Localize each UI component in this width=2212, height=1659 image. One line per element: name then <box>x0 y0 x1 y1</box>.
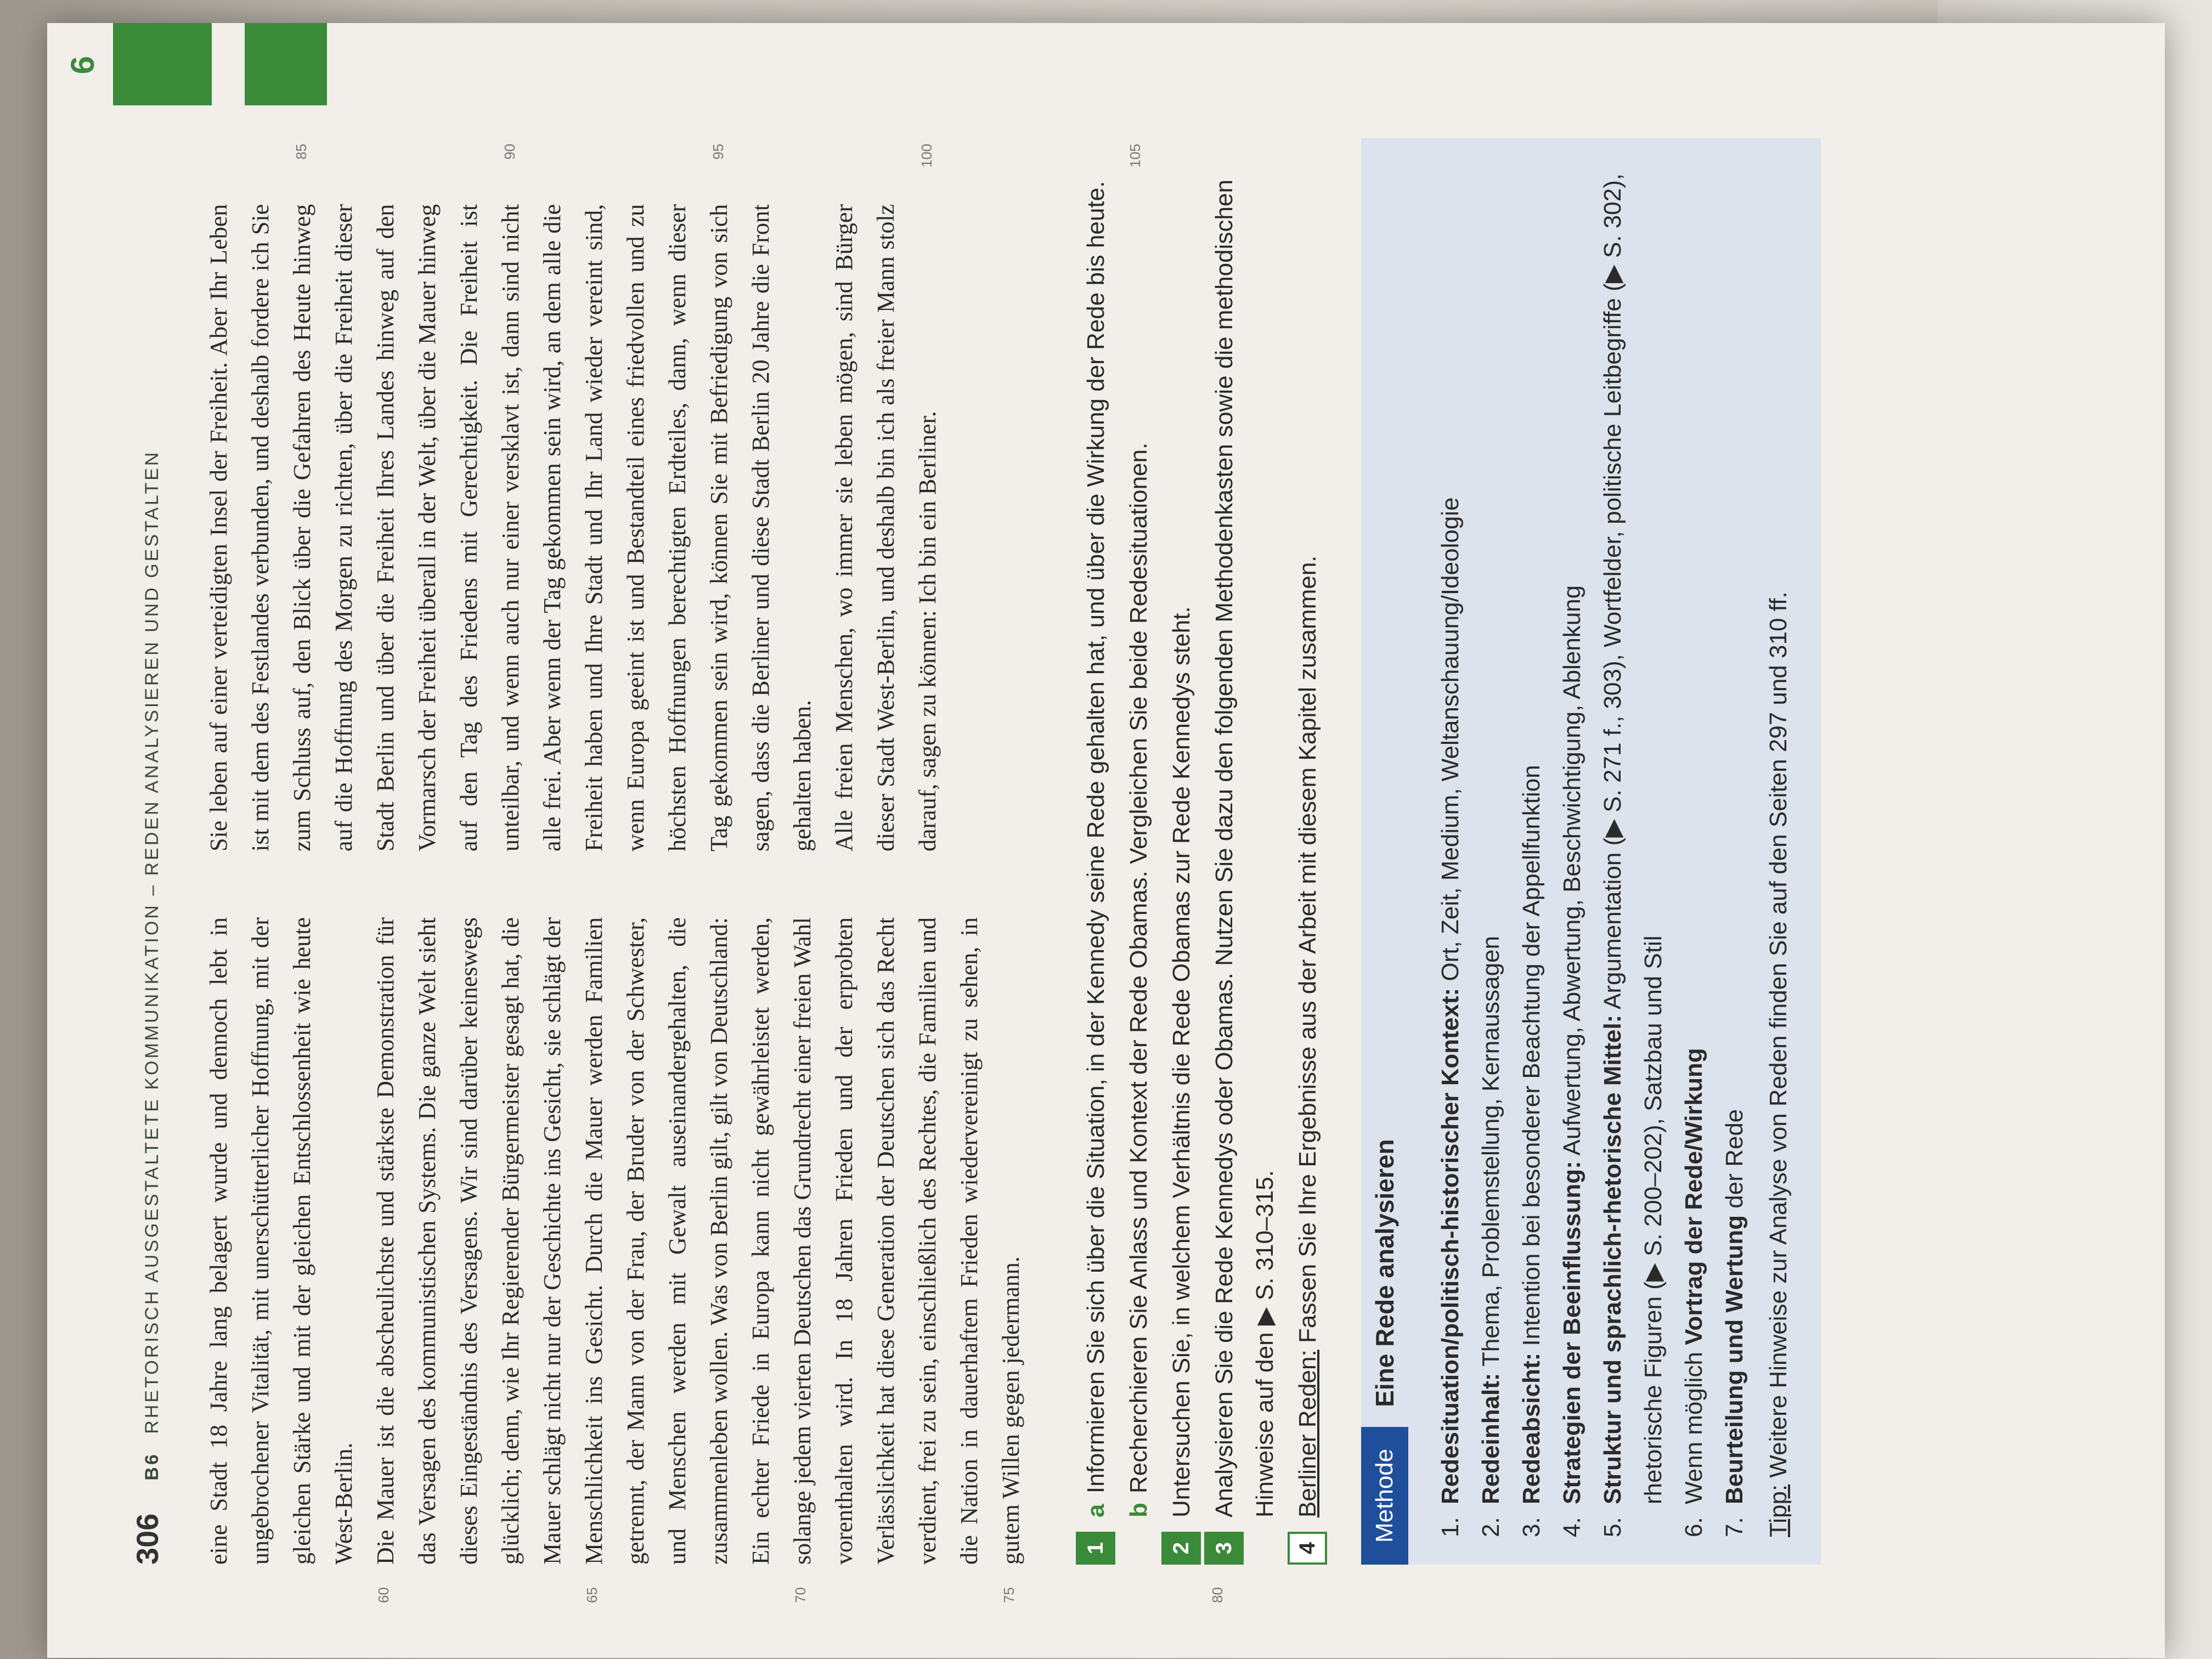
line-number: 100 <box>918 144 935 168</box>
task-lead: Berliner Reden: <box>1294 1350 1321 1517</box>
tip-label: Tipp: <box>1765 1484 1792 1537</box>
page-number: 306 <box>130 1513 165 1565</box>
task-text: Analysieren Sie die Rede Kennedys oder Obamas. Nutzen Sie dazu den folgenden Methodenkasten sowie die methodischen Hinweise auf den ▶ S. 310–315. <box>1211 179 1278 1517</box>
task-text <box>1288 138 1328 1517</box>
method-item-detail: Argumentation (▶ S. 271 f., 303), Wortfelder, politische Leitbegriffe (▶ S. 302), rhetorische Figuren (▶ S. 200–202), Satzbau und Stil <box>1599 173 1667 1504</box>
method-item-term: Struktur und sprachlich-rhetorische Mittel: <box>1599 1014 1626 1504</box>
task-number-badge: 1 <box>1076 1532 1115 1565</box>
task-item <box>1204 138 1285 1565</box>
task-letter: b <box>1125 1503 1152 1517</box>
method-title: Eine Rede analysieren <box>1370 1139 1399 1407</box>
task-text: Informieren Sie sich über die Situation, in der Kennedy seine Rede gehalten hat, und über die Wirkung der Rede bis heute. <box>1082 180 1109 1493</box>
corner-chapter-number: 6 <box>64 56 101 75</box>
speech-paragraph: Die Mauer ist die abscheulichste und stärkste Demonstration für das Versagen des kommunistischen Systems. Die ganze Welt sieht dieses Eingeständnis des Versagens. Wir sind darüber keineswegs glücklich; denn, wie Ihr Regierender Bürgermeister gesagt hat, die Mauer schlägt nicht nur der Geschichte ins Gesicht, sie schlägt der Menschlichkeit ins Gesicht. Durch die Mauer werden Familien getrennt, der Mann von der Frau, der Bruder von der Schwester, und Menschen werden mit Gewalt auseinandergehalten, die zusammenleben wollen. Was von Berlin gilt, gilt von Deutschland: Ein echter Friede in Europa kann nicht gewährleistet werden, solange jedem vierten Deutschen das Grundrecht einer freien Wahl vorenthalten wird. In 18 Jahren Frieden und der erprobten Verlässlichkeit hat diese Generation der Deutschen sich das Recht verdient, frei zu sein, einschließlich des Rechtes, die Familien und die Nation in dauerhaftem Frieden wiedervereinigt zu sehen, in gutem Willen gegen jedermann. <box>372 917 1024 1565</box>
method-item-number: 3. <box>1518 1517 1545 1537</box>
method-item-number: 7. <box>1721 1517 1748 1537</box>
line-number: 90 <box>501 144 518 160</box>
task-text: Untersuchen Sie, in welchem Verhältnis die Rede Obamas zur Rede Kennedys steht. <box>1168 606 1195 1517</box>
method-item <box>1552 166 1593 1537</box>
method-list <box>1430 166 1755 1565</box>
method-item <box>1511 166 1552 1537</box>
method-item-term: Redeinhalt: <box>1477 1373 1504 1504</box>
method-item-term: Vortrag der Rede/Wirkung <box>1680 1048 1707 1345</box>
method-item-detail: der Rede <box>1721 1109 1748 1209</box>
method-item-detail: Aufwertung, Abwertung, Beschwichtigung, Ablenkung <box>1559 585 1585 1156</box>
method-item <box>1430 166 1471 1537</box>
method-item-detail: Ort, Zeit, Medium, Weltanschauung/Ideologie <box>1437 497 1464 981</box>
line-number: 75 <box>1001 1587 1017 1603</box>
chapter-heading <box>142 450 163 1481</box>
line-number: 80 <box>1209 1587 1226 1603</box>
speech-paragraph: Alle freien Menschen, wo immer sie leben mögen, sind Bürger dieser Stadt West-Berlin, und deshalb bin ich als freier Mann stolz darauf, sagen zu können: Ich bin ein Berliner. <box>831 204 941 851</box>
method-item-number: 5. <box>1599 1517 1626 1537</box>
task-text: Recherchieren Sie Anlass und Kontext der Rede Obamas. Vergleichen Sie beide Redesituationen. <box>1125 442 1152 1493</box>
method-item-prefix: Wenn möglich <box>1680 1352 1707 1504</box>
method-box <box>1361 138 1821 1565</box>
speech-paragraph: eine Stadt 18 Jahre lang belagert wurde und dennoch lebt in ungebrochener Vitalität, mit unerschütterlicher Hoffnung, mit der gleichen Stärke und mit der gleichen Entschlossenheit wie heute West-Berlin. <box>205 917 357 1565</box>
line-number: 85 <box>293 144 309 160</box>
task-letter: a <box>1082 1504 1109 1517</box>
method-item-detail: Intention bei besonderer Beachtung der Appellfunktion <box>1518 765 1545 1346</box>
method-item-number: 6. <box>1680 1517 1707 1537</box>
task-number-badge: 4 <box>1288 1532 1327 1565</box>
speech-paragraph: Sie leben auf einer verteidigten Insel der Freiheit. Aber Ihr Leben ist mit dem des Festlandes verbunden, und deshalb fordere ich Sie zum Schluss auf, den Blick über die Gefahren des Heute hinweg auf die Hoffnung des Morgen zu richten, über die Freiheit dieser Stadt Berlin und über die Freiheit Ihres Landes hinweg auf den Vormarsch der Freiheit überall in der Welt, über die Mauer hinweg auf den Tag des Friedens mit Gerechtigkeit. Die Freiheit ist unteilbar, und wenn auch nur einer versklavt ist, dann sind nicht alle frei. Aber wenn der Tag gekommen sein wird, an dem alle die Freiheit haben und Ihre Stadt und Ihr Land wieder vereint sind, wenn Europa geeint ist und Bestandteil eines friedvollen und zu höchsten Hoffnungen berechtigten Erdteiles, dann, wenn dieser Tag gekommen sein wird, können Sie mit Befriedigung von sich sagen, dass die Berliner und diese Stadt Berlin 20 Jahre die Front gehalten haben. <box>205 204 816 851</box>
line-number: 65 <box>584 1587 600 1603</box>
method-item-number: 4. <box>1559 1517 1585 1537</box>
method-item-term: Strategien der Beeinflussung: <box>1559 1161 1585 1504</box>
line-number: 95 <box>710 144 726 160</box>
task-number-badge: 3 <box>1204 1532 1244 1565</box>
line-number: 60 <box>375 1587 392 1603</box>
method-item-term: Beurteilung und Wertung <box>1721 1215 1748 1504</box>
chapter-title: RHETORISCH AUSGESTALTETE KOMMUNIKATION – REDEN ANALYSIEREN UND GESTALTEN <box>142 450 162 1434</box>
method-item <box>1593 166 1674 1537</box>
task-list <box>1076 138 1328 1565</box>
task-body: Fassen Sie Ihre Ergebnisse aus der Arbeit mit diesem Kapitel zusammen. <box>1294 555 1321 1344</box>
task-number-badge: 2 <box>1161 1532 1201 1565</box>
method-tag: Methode <box>1361 1427 1408 1565</box>
task-item <box>1161 138 1202 1565</box>
task-item <box>1076 138 1116 1565</box>
tip-text: Weitere Hinweise zur Analyse von Reden finden Sie auf den Seiten 297 und 310 ff. <box>1765 591 1792 1478</box>
line-number: 105 <box>1127 144 1143 168</box>
method-header <box>1361 166 1408 1565</box>
page-header <box>129 138 165 1565</box>
method-item <box>1471 166 1511 1537</box>
method-item-detail: Thema, Problemstellung, Kernaussagen <box>1477 935 1504 1367</box>
task-number-badge <box>1119 1532 1158 1565</box>
chapter-code: B6 <box>142 1452 162 1481</box>
method-item-term: Redesituation/politisch-historischer Kontext: <box>1437 988 1464 1504</box>
method-item-number: 2. <box>1477 1517 1504 1537</box>
chapter-tab-marker <box>113 23 212 105</box>
method-item-number: 1. <box>1437 1517 1464 1537</box>
line-number: 70 <box>792 1587 809 1603</box>
method-tip <box>1758 166 1799 1565</box>
task-item <box>1119 138 1159 1565</box>
method-item <box>1674 166 1714 1537</box>
method-item-term: Redeabsicht: <box>1518 1352 1545 1504</box>
chapter-tab-marker-secondary <box>245 23 327 105</box>
task-item <box>1288 138 1328 1565</box>
method-item <box>1714 166 1755 1537</box>
book-page <box>47 23 2165 1658</box>
